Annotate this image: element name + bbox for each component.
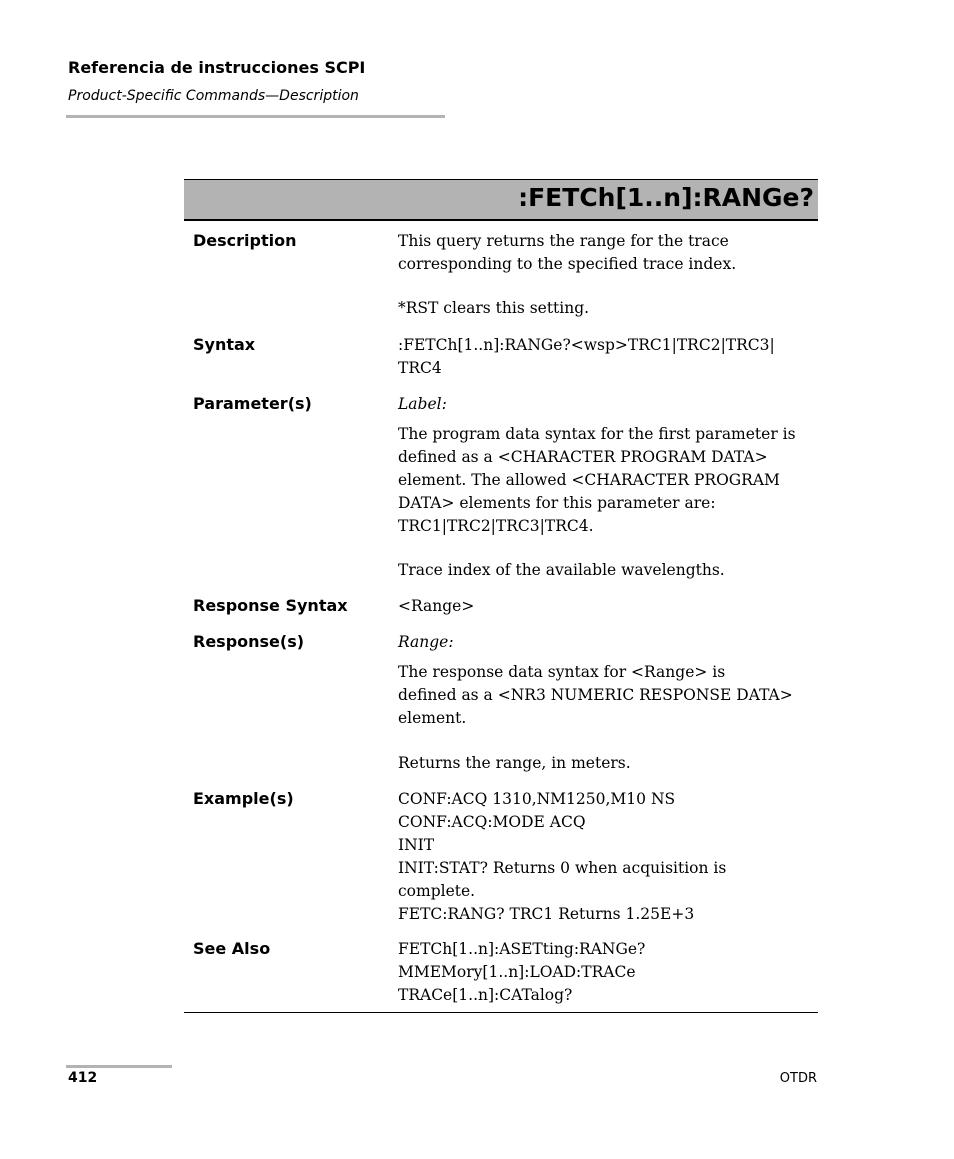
description-label: Description (193, 231, 297, 250)
responses-line: defined as a <NR3 NUMERIC RESPONSE DATA> (398, 686, 793, 704)
description-note: *RST clears this setting. (398, 299, 590, 317)
syntax-label: Syntax (193, 335, 256, 354)
responses-line: The response data syntax for <Range> is (398, 663, 726, 681)
footer-rule (66, 1065, 172, 1068)
parameters-line: element. The allowed <CHARACTER PROGRAM (398, 471, 780, 489)
table-bottom-rule (184, 1012, 818, 1013)
parameters-label: Parameter(s) (193, 394, 312, 413)
syntax-text (398, 334, 818, 380)
response-name: Range: (398, 633, 454, 651)
response-syntax-label: Response Syntax (193, 596, 348, 615)
responses-label: Response(s) (193, 632, 305, 651)
parameters-line: DATA> elements for this parameter are: (398, 494, 716, 512)
example-line: complete. (398, 882, 476, 900)
document-name: OTDR (779, 1071, 817, 1086)
description-line: This query returns the range for the trace (398, 232, 729, 250)
syntax-line: :FETCh[1..n]:RANGe?<wsp>TRC1|TRC2|TRC3| (398, 336, 775, 354)
parameters-line: The program data syntax for the first parameter is (398, 425, 796, 443)
see-also-label: See Also (193, 939, 271, 958)
example-line: CONF:ACQ:MODE ACQ (398, 813, 586, 831)
example-line: INIT (398, 836, 435, 854)
response-syntax-value: <Range> (398, 597, 475, 615)
examples-text (398, 788, 818, 926)
page-number: 412 (68, 1070, 98, 1086)
syntax-line: TRC4 (398, 359, 442, 377)
description-text (398, 230, 818, 276)
example-line: FETC:RANG? TRC1 Returns 1.25E+3 (398, 905, 695, 923)
parameters-line: TRC1|TRC2|TRC3|TRC4. (398, 517, 594, 535)
responses-note: Returns the range, in meters. (398, 754, 631, 772)
parameter-name: Label: (398, 395, 447, 413)
see-also-text (398, 938, 818, 1007)
example-line: CONF:ACQ 1310,NM1250,M10 NS (398, 790, 676, 808)
parameters-note: Trace index of the available wavelengths. (398, 561, 725, 579)
see-also-line: TRACe[1..n]:CATalog? (398, 986, 573, 1004)
see-also-line: FETCh[1..n]:ASETting:RANGe? (398, 940, 646, 958)
description-line: corresponding to the specified trace index. (398, 255, 737, 273)
see-also-line: MMEMory[1..n]:LOAD:TRACe (398, 963, 636, 981)
command-title-bar (184, 179, 818, 221)
parameters-text (398, 423, 818, 538)
parameters-line: defined as a <CHARACTER PROGRAM DATA> (398, 448, 768, 466)
examples-label: Example(s) (193, 789, 294, 808)
example-line: INIT:STAT? Returns 0 when acquisition is (398, 859, 727, 877)
command-title: :FETCh[1..n]:RANGe? (518, 183, 814, 212)
header-title: Referencia de instrucciones SCPI (68, 58, 366, 77)
responses-line: element. (398, 709, 467, 727)
responses-text (398, 661, 818, 730)
header-subtitle: Product-Specific Commands—Description (68, 88, 359, 104)
header-rule (66, 115, 445, 118)
